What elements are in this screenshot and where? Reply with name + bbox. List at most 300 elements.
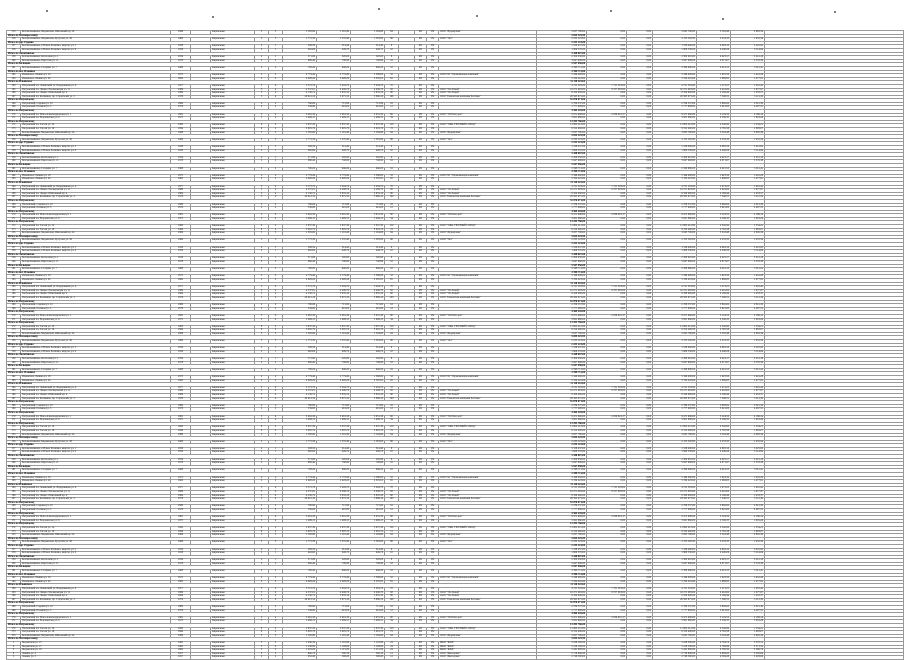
cell-c: 1 909 530,00 [653,48,697,52]
cell-s3: 1 194,80 [351,332,385,336]
cell-year: 1976 [171,95,191,99]
cell-fl: 2 [255,350,269,354]
cell-cat: УК [427,31,439,35]
cell-e: 2 811,30 [731,102,765,106]
cell-b: 0,00 [627,591,653,595]
cell-cat: УК [427,458,439,462]
cell-wall: Кирпичные [211,232,255,236]
cell-d: 4 609,05 [697,652,731,656]
cell-no: 168 [7,505,21,509]
cell-year: 1994 [171,228,191,232]
cell-year: 1994 [171,429,191,433]
cell-fl: 9 [255,429,269,433]
cell-cat: УК [427,318,439,322]
cell-d: 4 893,10 [697,246,731,250]
cell-no: 159 [7,458,21,462]
cell-addr: Петровский пл. Лицея 3 Школьный пр. 4 [21,92,171,96]
cell-b: 0,00 [627,124,653,128]
cell-e: 2 802,36 [731,232,765,236]
cell-ent: 2 [269,278,283,282]
cell-cost: 8 320 000,00 [537,92,587,96]
cell-fl: 5 [255,386,269,390]
cell-ent: 4 [269,214,283,218]
cell-b: 0,00 [627,480,653,484]
cell-cost: 2 786 337,00 [537,606,587,610]
cell-s3: 491,00 [351,508,385,512]
cell-fl: 5 [255,217,269,221]
cell-d: 2 765,58 [697,128,731,132]
cell-e: 2 811,30 [731,505,765,509]
cell-q: 8 [385,447,399,451]
cell-wall: Кирпичные [211,491,255,495]
cell-s2: 4 206,70 [317,390,351,394]
cell-s2: 520,00 [317,156,351,160]
cell-cost: 10 271 093,00 [537,591,587,595]
cell-st: РО [415,84,427,88]
cell-e: 2 802,36 [731,433,765,437]
cell-s3: 491,00 [351,207,385,211]
cell-cost: 3 821 860,00 [537,419,587,423]
cell-q: 80 [385,113,399,117]
cell-e: 1 477,91 [731,178,765,182]
cell-cat: УК [427,167,439,171]
cell-s3: 715,80 [351,606,385,610]
section-total: 5 055 325,99 [537,336,587,340]
cell-addr: Колокольникова, 2-Новое Болшево, квартал ул. 6 [21,48,171,52]
cell-addr: Петровский пл. Гоголя ул. 14 [21,124,171,128]
cell-d: 4 893,10 [697,548,731,552]
cell-no: 167 [7,498,21,502]
cell-a: 0,00 [587,228,627,232]
cell-e: 1 455,59 [731,340,765,344]
cell-b: 0,00 [627,117,653,121]
cell-s3: 3 886,10 [351,95,385,99]
cell-s2: 2 779,40 [317,275,351,279]
cell-st: РО [415,419,427,423]
cell-s2: 449,70 [317,250,351,254]
cell-s3: 3 835,10 [351,595,385,599]
cell-ent: 2 [269,368,283,372]
cell-year: 1993 [171,325,191,329]
cell-year: 1976 [171,397,191,401]
cell-b: 0,00 [627,361,653,365]
section-label: Итого по Ильинское [7,181,537,185]
cell-wall: Кирпичные [211,56,255,60]
cell-b: 0,00 [627,128,653,132]
cell-s3: 1 388,00 [351,74,385,78]
cell-fl: 2 [255,77,269,81]
cell-c: 2 300 010,00 [653,559,697,563]
cell-org: ООО "Журавушка" [439,232,537,236]
cell-year: 1958 [171,548,191,552]
cell-cat: УК [427,591,439,595]
cell-cat: УК [427,577,439,581]
cell-cost: 3 821 860,00 [537,117,587,121]
cell-cat: УК [427,620,439,624]
cell-s3: 3 835,10 [351,192,385,196]
cell-fl: 5 [255,433,269,437]
cell-cat: УК [427,261,439,265]
cell-c: 1 777 908,00 [653,106,697,110]
cell-cat: УК [427,48,439,52]
cell-st: РО [415,516,427,520]
cell-q: 16 [385,404,399,408]
cell-a: 0,00 [587,128,627,132]
cell-st: РО [415,178,427,182]
cell-d: 2 549,35 [697,117,731,121]
cell-b: 0,00 [627,397,653,401]
cell-st: РО [415,580,427,584]
cell-s3: 449,70 [351,149,385,153]
cell-q: 70 [385,286,399,290]
cell-year: 1977 [171,386,191,390]
cell-cat: УК [427,393,439,397]
cell-cost: 3 647 906,00 [537,261,587,265]
cell-wall: Кирпичные [211,225,255,229]
cell-s2: 3 481,30 [317,214,351,218]
cell-s1: 492,60 [283,451,317,455]
cell-c: 5 241 800,00 [653,649,697,653]
cell-wall: Кирпичные [211,379,255,383]
cell-s1: 1 499,15 [283,318,317,322]
cell-s3: 3 886,10 [351,498,385,502]
cell-cat: УК [427,325,439,329]
cell-cost: 3 821 860,00 [537,217,587,221]
cell-fl: 2 [255,559,269,563]
cell-ent: 2 [269,74,283,78]
cell-no: 170 [7,214,21,218]
cell-cat: УК [427,250,439,254]
cell-wall: Кирпичные [211,376,255,380]
cell-year: 1978 [171,261,191,265]
cell-b: 0,00 [627,232,653,236]
cell-s2: 2 779,40 [317,577,351,581]
cell-addr: Колокольникова, Медынская, Школьный пр. 24 [21,232,171,236]
cell-d: 1 969,85 [697,379,731,383]
cell-d: 1 923,50 [697,74,731,78]
cell-st: РО [415,458,427,462]
cell-s3: 1 194,80 [351,534,385,538]
cell-e: 3 576,38 [731,361,765,365]
cell-s2: 491,00 [317,508,351,512]
cell-cost: 1 777 908,00 [537,106,587,110]
cell-year: 1968 [171,570,191,574]
cell-s3: 3 031,30 [351,314,385,318]
cell-q: 12 [385,106,399,110]
cell-e: 1 893,07 [731,429,765,433]
cell-cost: 3 821 860,00 [537,620,587,624]
speck [476,15,478,17]
cell-a: 0,00 [587,476,627,480]
cell-s3: 1 593,00 [351,138,385,142]
cell-ent: 4 [269,393,283,397]
cell-q: 100 [385,397,399,401]
cell-cat: УК [427,419,439,423]
cell-d: 4 246,26 [697,48,731,52]
cell-cat: УК [427,332,439,336]
cell-s2: 3 204,70 [317,588,351,592]
cell-c: 2 786 337,00 [653,203,697,207]
cell-no: 159 [7,358,21,362]
cell-fl: 5 [255,390,269,394]
cell-d: 7 348,51 [697,598,731,602]
cell-cat: УК [427,386,439,390]
cell-fl: 3 [255,645,269,649]
cell-addr: Петровский пл. Ново-Александровская ул. 1 [21,314,171,318]
cell-s3: 1 110,90 [351,641,385,645]
cell-cost: 2 598 711,00 [537,268,587,272]
cell-e: 1 455,59 [731,138,765,142]
cell-b: 0,00 [627,404,653,408]
cell-wall: Кирпичные [211,462,255,466]
cell-st: РО [415,487,427,491]
cell-no: 166 [7,393,21,397]
cell-no: 158 [7,149,21,153]
cell-e: 1 893,07 [731,228,765,232]
cell-d: 1 969,85 [697,480,731,484]
cell-year: 1984 [171,92,191,96]
cell-s2: 646,20 [317,167,351,171]
cell-s2: 449,70 [317,350,351,354]
cell-no: 156 [7,38,21,42]
cell-s3: 646,20 [351,268,385,272]
cell-ent: 4 [269,189,283,193]
cell-ent: 4 [269,318,283,322]
cell-st: РО [415,577,427,581]
cell-s2: 1 110,90 [317,641,351,645]
section-label: Итого по Петровскому [7,300,537,304]
cell-s2: 1 191,40 [317,433,351,437]
cell-e: 1 453,37 [731,595,765,599]
cell-e: 3 212,18 [731,56,765,60]
cell-cost: 1 777 908,00 [537,307,587,311]
cell-ent: 3 [269,131,283,135]
cell-fl: 2 [255,207,269,211]
cell-s3: 1 593,00 [351,340,385,344]
cell-ent: 4 [269,491,283,495]
cell-d: 4 423,17 [697,156,731,160]
cell-st: РО [415,332,427,336]
cell-s3: 1 194,80 [351,131,385,135]
cell-c: 2 300 010,00 [653,458,697,462]
cell-e: 3 114,84 [731,149,765,153]
cell-s3: 5 037,30 [351,426,385,430]
cell-fl: 2 [255,609,269,613]
cell-addr: Колокольникова, Колхозная ул. 1 [21,458,171,462]
cell-no: 165 [7,88,21,92]
cell-cat: УК [427,340,439,344]
cell-a: 0,00 [587,433,627,437]
cell-year: 1993 [171,526,191,530]
cell-a: 0,00 [587,117,627,121]
section-total: 5 055 325,99 [537,34,587,38]
cell-s3: 3 005,70 [351,128,385,132]
cell-e: 1 554,21 [731,225,765,229]
cell-wall: Кирпичные [211,530,255,534]
cell-s3: 5 037,30 [351,124,385,128]
cell-ent: 2 [269,178,283,182]
cell-e: 1 441,28 [731,174,765,178]
cell-s1: 3 481,30 [283,113,317,117]
cell-wall: Кирпичные [211,368,255,372]
section-label: Итого по Малоярославцу [7,537,537,541]
cell-ent: 2 [269,275,283,279]
cell-e: 1 554,21 [731,325,765,329]
cell-d: 2 169,44 [697,293,731,297]
cell-addr: Петровский пл. Лицея 2 Кольцовская ул. 11 [21,189,171,193]
cell-d: 4 021,53 [697,368,731,372]
cell-addr: Колокольникова, Медынская, Кутузова ул. 36 [21,138,171,142]
cell-c: 8 312 400,00 [653,429,697,433]
cell-c: 1 538 400,00 [653,447,697,451]
cell-addr: Петровский, Полевая ул. 5 [21,609,171,613]
cell-addr: Колокольникова, Медынская, Кутузова ул. 36 [21,38,171,42]
section-label: Итого по Кольцово [7,264,537,268]
cell-year: 1962 [171,645,191,649]
cell-s1: 640,70 [283,652,317,656]
cell-s3: 646,20 [351,368,385,372]
cell-wall: Кирпичные [211,627,255,631]
cell-s2: 715,80 [317,505,351,509]
cell-s1: 20 612,10 [283,397,317,401]
cell-q: 72 [385,329,399,333]
cell-st: РО [415,66,427,70]
cell-e: 1 441,28 [731,275,765,279]
cell-cost: 1 909 570,00 [537,48,587,52]
cell-b: 0,00 [627,350,653,354]
cell-cost: 3 037 700,00 [537,433,587,437]
cell-wall: Кирпичные [211,257,255,261]
cell-cost: 8 312 400,00 [537,128,587,132]
cell-fl: 2 [255,48,269,52]
cell-q: 16 [385,304,399,308]
cell-c: 2 719 800,00 [653,652,697,656]
cell-cat: УК [427,45,439,49]
cell-no: 155 [7,634,21,638]
cell-q: 64 [385,433,399,437]
section-total: 13 293 766,00 [537,120,587,124]
cell-wall: Кирпичные [211,318,255,322]
cell-st: РО [415,376,427,380]
cell-year: 1975 [171,620,191,624]
cell-e: 2 802,36 [731,332,765,336]
cell-b: 0,00 [627,95,653,99]
cell-e: 1 010,42 [731,386,765,390]
cell-e: 1 819,26 [731,117,765,121]
cell-year: 1981 [171,616,191,620]
cell-year: 1975 [171,318,191,322]
cell-addr: Петровский пл. Ворошилова ул. 8 [21,519,171,523]
cell-st: РО [415,548,427,552]
cell-e: 1 453,37 [731,293,765,297]
cell-a: 0,00 [587,138,627,142]
cell-b: 0,00 [627,189,653,193]
cell-s2: 3 835,10 [317,595,351,599]
cell-e: 1 677,97 [731,289,765,293]
cell-s3: 520,00 [351,358,385,362]
cell-a: 0,00 [587,562,627,566]
cell-q: 8 [385,347,399,351]
cell-cost: 1 538 437,00 [537,347,587,351]
cell-ent: 3 [269,541,283,545]
cell-d: 3 124,52 [697,113,731,117]
cell-org: ООО "УК Наш дом" [439,214,537,218]
cell-ent: 4 [269,192,283,196]
cell-c: 1 909 530,00 [653,250,697,254]
cell-s1: 5 937,30 [283,426,317,430]
cell-s3: 1 388,00 [351,376,385,380]
cell-q: 10 [385,250,399,254]
cell-addr: Петровский пл. Ворошилова ул. 8 [21,318,171,322]
cell-d: 3 892,62 [697,304,731,308]
cell-a: 0,00 [587,440,627,444]
cell-wall: Кирпичные [211,340,255,344]
cell-d: 2 342,92 [697,526,731,530]
cell-st: РО [415,207,427,211]
cell-year: 1956 [171,56,191,60]
cell-fl: 5 [255,31,269,35]
cell-s3: 520,00 [351,559,385,563]
scan-specks [0,0,905,28]
cell-s1: 2 779,40 [283,275,317,279]
cell-q: 12 [385,508,399,512]
cell-s1: 1 775,30 [283,340,317,344]
cell-b: 0,00 [627,649,653,653]
cell-fl: 2 [255,368,269,372]
cell-fl: 5 [255,595,269,599]
cell-b: 0,00 [627,451,653,455]
cell-no: 163 [7,77,21,81]
cell-fl: 9 [255,627,269,631]
cell-no: 160 [7,462,21,466]
cell-s1: 700,20 [283,268,317,272]
cell-b: 0,00 [627,358,653,362]
cell-s1: 3 481,30 [283,415,317,419]
cell-d: 3 343,48 [697,232,731,236]
cell-c: 8 312 400,00 [653,329,697,333]
cell-cost: 1 777 908,00 [537,408,587,412]
register-table [6,30,904,660]
cell-st: РО [415,113,427,117]
cell-s1: 3 481,30 [283,516,317,520]
cell-fl: 5 [255,88,269,92]
cell-s3: 3 204,70 [351,386,385,390]
cell-s2: 3 835,10 [317,293,351,297]
cell-cat: УК [427,289,439,293]
cell-addr: Колокольникова, Медынская, Кутузова ул. 36 [21,340,171,344]
cell-q: 8 [385,56,399,60]
cell-ent: 2 [269,325,283,329]
cell-q: 12 [385,609,399,613]
cell-e: 2 811,30 [731,304,765,308]
cell-cat: УК [427,350,439,354]
cell-c: 2 598 680,00 [653,66,697,70]
cell-s1: 700,20 [283,368,317,372]
cell-s2: 1 191,40 [317,534,351,538]
cell-st: РО [415,491,427,495]
cell-s1: 652,40 [283,656,317,660]
cell-s3: 748,80 [351,462,385,466]
cell-addr: Петровский пл. Гоголя ул. 16 [21,228,171,232]
cell-fl: 2 [255,307,269,311]
cell-s2: 3 005,70 [317,631,351,635]
cell-cost: 3 647 906,00 [537,562,587,566]
cell-wall: Кирпичные [211,275,255,279]
cell-a: 2 636 601,37 [587,314,627,318]
cell-d: 4 871,67 [697,462,731,466]
cell-b: 0,00 [627,498,653,502]
cell-q: 80 [385,494,399,498]
